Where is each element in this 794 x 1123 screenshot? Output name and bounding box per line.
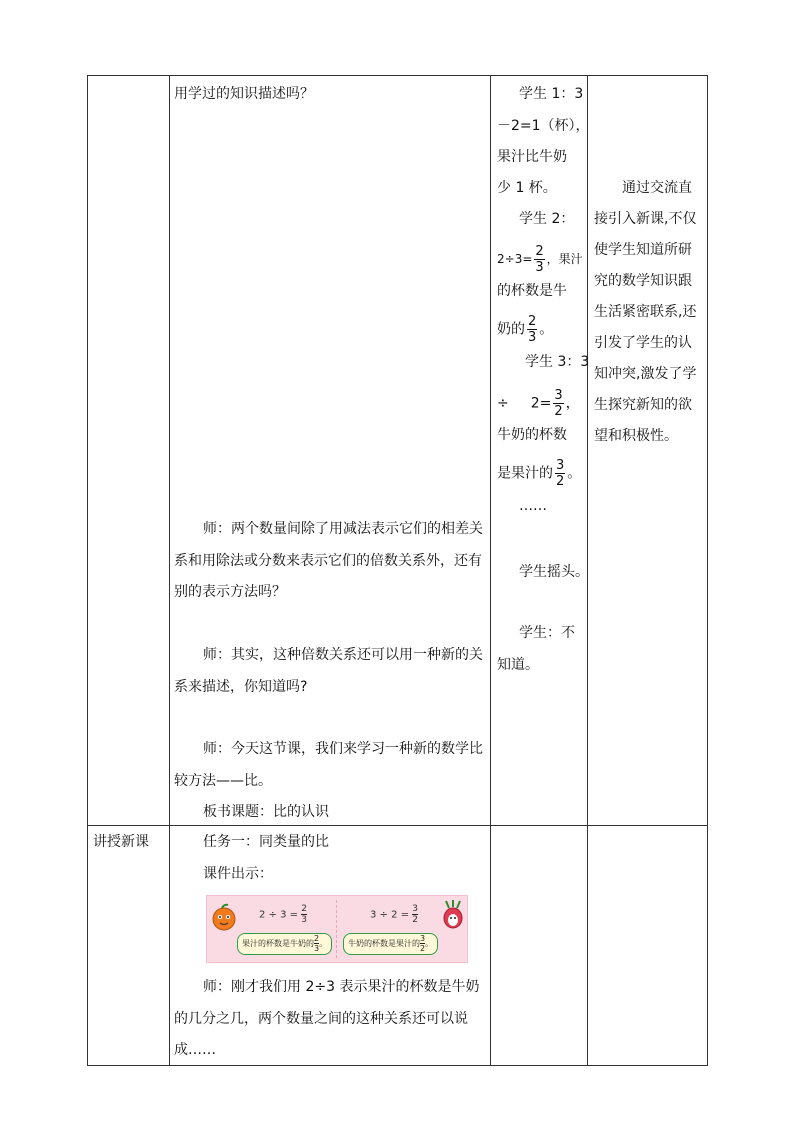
teacher-question-1: 师：两个数量间除了用减法表示它们的相差关	[203, 521, 483, 537]
student-answer-2: 的杯数是牛	[497, 283, 567, 299]
fraction: $\frac{2}{3}$	[535, 244, 544, 275]
teacher-question-2: 师：其实，这种倍数关系还可以用一种新的关	[203, 647, 483, 663]
fraction: $\frac{3}{2}$	[420, 934, 426, 953]
fraction: $\frac{3}{2}$	[412, 904, 418, 925]
courseware-label: 课件出示：	[203, 866, 273, 882]
figure-divider	[336, 900, 337, 958]
student-answer-1: 果汁比牛奶	[497, 149, 567, 165]
student-answer-3: 是果汁的 $\frac{3}{2}$ 。	[497, 458, 582, 489]
courseware-figure	[206, 895, 468, 963]
figure-right-formula: 3 ÷ 2 = $\frac{3}{2}$	[370, 904, 418, 925]
student-dont-know: 知道。	[497, 657, 539, 673]
fraction: $\frac{3}{2}$	[556, 458, 565, 489]
figure-left-bubble: 果汁的杯数是牛奶的 $\frac{2}{3}$ 。	[237, 933, 332, 955]
fraction: $\frac{2}{3}$	[314, 934, 320, 953]
teacher-question-1: 别的表示方法吗？	[174, 584, 286, 600]
design-intent: 究的数学知识跟	[594, 273, 692, 289]
student-answer-3: 牛奶的杯数	[497, 427, 567, 443]
student-dont-know: 学生：不	[519, 625, 575, 641]
student-answer-1: 少 1 杯。	[497, 180, 557, 196]
section-label: 讲授新课	[93, 834, 149, 850]
student-answer-1: 学生 1：3	[519, 86, 584, 102]
teacher-question-3: 较方法——比。	[174, 773, 272, 789]
design-intent: 接引入新课,不仅	[594, 211, 697, 227]
fraction: $\frac{2}{3}$	[301, 904, 307, 925]
student-answer-2: 学生 2：	[519, 211, 575, 227]
teacher-question-3: 师：今天这节课，我们来学习一种新的数学比	[203, 741, 483, 757]
fraction: $\frac{3}{2}$	[554, 388, 563, 419]
column-divider	[490, 76, 491, 1065]
design-intent: 望和积极性。	[594, 428, 678, 444]
ellipsis: ……	[519, 498, 547, 514]
figure-left-formula: 2 ÷ 3 = $\frac{2}{3}$	[259, 904, 307, 925]
orange-character-icon	[209, 902, 239, 934]
radish-character-icon	[440, 900, 466, 930]
teacher-question-1: 系和用除法或分数来表示它们的倍数关系外，还有	[174, 553, 482, 569]
design-intent: 生活紧密联系,还	[594, 304, 697, 320]
design-intent: 使学生知道所研	[594, 242, 692, 258]
teacher-explanation: 成……	[174, 1042, 216, 1058]
teacher-explanation: 师：刚才我们用 2÷3 表示果汁的杯数是牛奶	[203, 979, 480, 995]
design-intent: 引发了学生的认	[594, 335, 692, 351]
student-answer-3: 学生 3：3	[525, 354, 590, 370]
student-answer-2: 2÷3= $\frac{2}{3}$ ，果汁	[497, 244, 583, 275]
intro-text: 用学过的知识描述吗？	[174, 86, 314, 102]
row-divider	[88, 825, 707, 826]
teacher-explanation: 的几分之几，两个数量之间的这种关系还可以说	[174, 1011, 468, 1027]
student-answer-2: 奶的 $\frac{2}{3}$ 。	[497, 314, 554, 345]
design-intent: 通过交流直	[622, 180, 692, 196]
column-divider	[169, 76, 170, 1065]
task-title: 任务一：同类量的比	[203, 834, 329, 850]
student-answer-3: ÷ 2= $\frac{3}{2}$ ，	[497, 388, 580, 419]
student-shake: 学生摇头。	[519, 564, 589, 580]
student-answer-1: －2=1（杯），	[497, 118, 590, 134]
board-title: 板书课题：比的认识	[203, 804, 329, 820]
fraction: $\frac{2}{3}$	[528, 314, 537, 345]
design-intent: 生探究新知的欲	[594, 397, 692, 413]
design-intent: 知冲突,激发了学	[594, 366, 697, 382]
teacher-question-2: 系来描述，你知道吗?	[174, 679, 308, 695]
figure-right-bubble: 牛奶的杯数是果汁的 $\frac{3}{2}$ 。	[343, 933, 438, 955]
